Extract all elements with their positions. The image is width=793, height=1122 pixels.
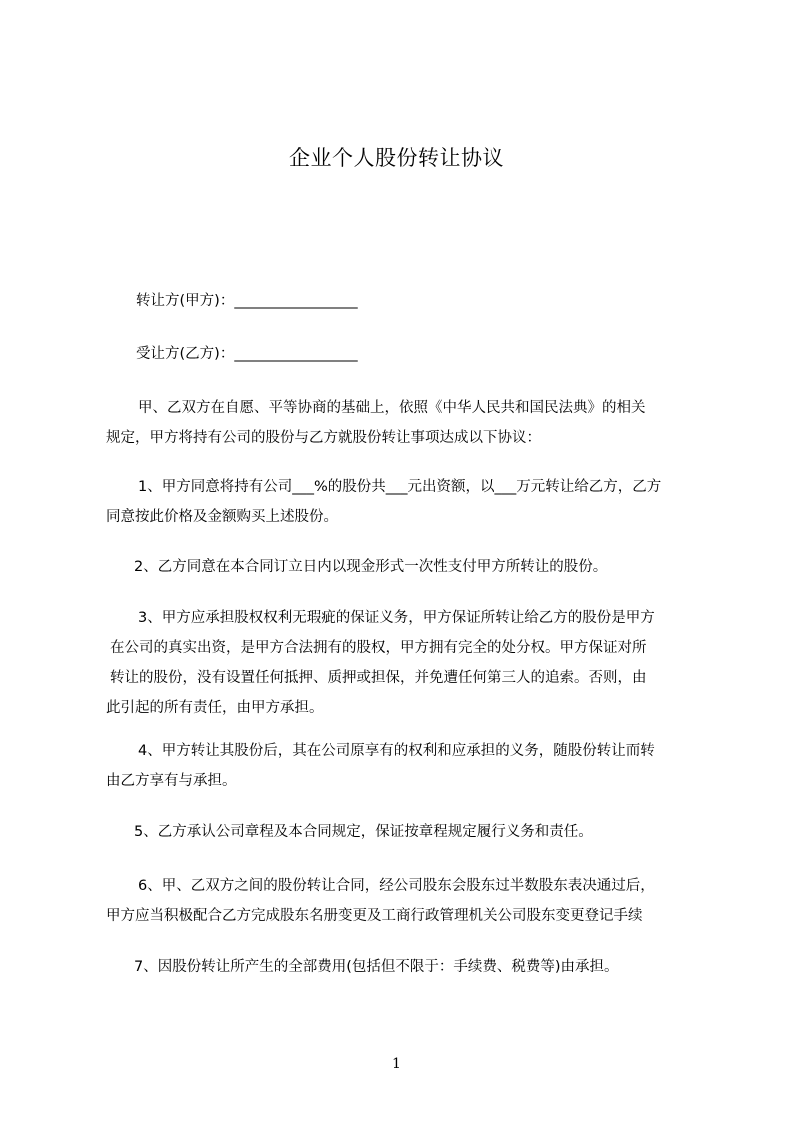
transferor-text: 转让方(甲方)：_________________ <box>136 293 358 309</box>
transferee-line <box>136 339 744 369</box>
page-number: 1 <box>392 1056 401 1072</box>
intro-paragraph <box>106 393 714 453</box>
intro-line-2: 规定，甲方将持有公司的股份与乙方就股份转让事项达成以下协议： <box>106 430 541 446</box>
clause-3-line-2: 在公司的真实出资，是甲方合法拥有的股权，甲方拥有完全的处分权。甲方保证对所 <box>110 640 647 656</box>
clause-2 <box>106 552 714 582</box>
clause-4-line-1: 4、甲方转让其股份后，其在公司原享有的权利和应承担的义务，随股份转让而转 <box>138 743 655 759</box>
clause-3-line-4: 此引起的所有责任，由甲方承担。 <box>106 700 324 716</box>
clause-7-line-1: 7、因股份转让所产生的全部费用(包括但不限于：手续费、税费等)由承担。 <box>134 959 619 975</box>
clause-5-line-1: 5、乙方承认公司章程及本合同规定，保证按章程规定履行义务和责任。 <box>134 824 593 840</box>
clause-6-line-1: 6、甲、乙双方之间的股份转让合同，经公司股东会股东过半数股东表决通过后， <box>138 878 655 894</box>
clause-4 <box>106 736 714 796</box>
clause-5 <box>106 817 714 847</box>
clause-3 <box>106 603 714 723</box>
clause-3-line-1: 3、甲方应承担股权权利无瑕疵的保证义务，甲方保证所转让给乙方的股份是甲方 <box>138 610 655 626</box>
clause-6 <box>106 871 714 931</box>
clause-2-line-1: 2、乙方同意在本合同订立日内以现金形式一次性支付甲方所转让的股份。 <box>134 559 608 575</box>
transferor-line <box>136 286 744 316</box>
document-title: 企业个人股份转让协议 <box>289 146 504 170</box>
clause-6-line-2: 甲方应当积极配合乙方完成股东名册变更及工商行政管理机关公司股东变更登记手续 <box>106 908 643 924</box>
clause-3-line-3: 转让的股份，没有设置任何抵押、质押或担保，并免遭任何第三人的追索。否则，由 <box>110 670 647 686</box>
clause-1-line-1: 1、甲方同意将持有公司___%的股份共___元出资额，以___万元转让给乙方，乙方 <box>138 479 662 495</box>
clause-7 <box>106 952 714 982</box>
transferee-text: 受让方(乙方)：_________________ <box>136 346 358 362</box>
clause-1 <box>106 472 714 532</box>
intro-line-1: 甲、乙双方在自愿、平等协商的基础上，依照《中华人民共和国民法典》的相关 <box>138 400 646 416</box>
clause-1-line-2: 同意按此价格及金额购买上述股份。 <box>106 509 338 525</box>
clause-4-line-2: 由乙方享有与承担。 <box>106 773 237 789</box>
